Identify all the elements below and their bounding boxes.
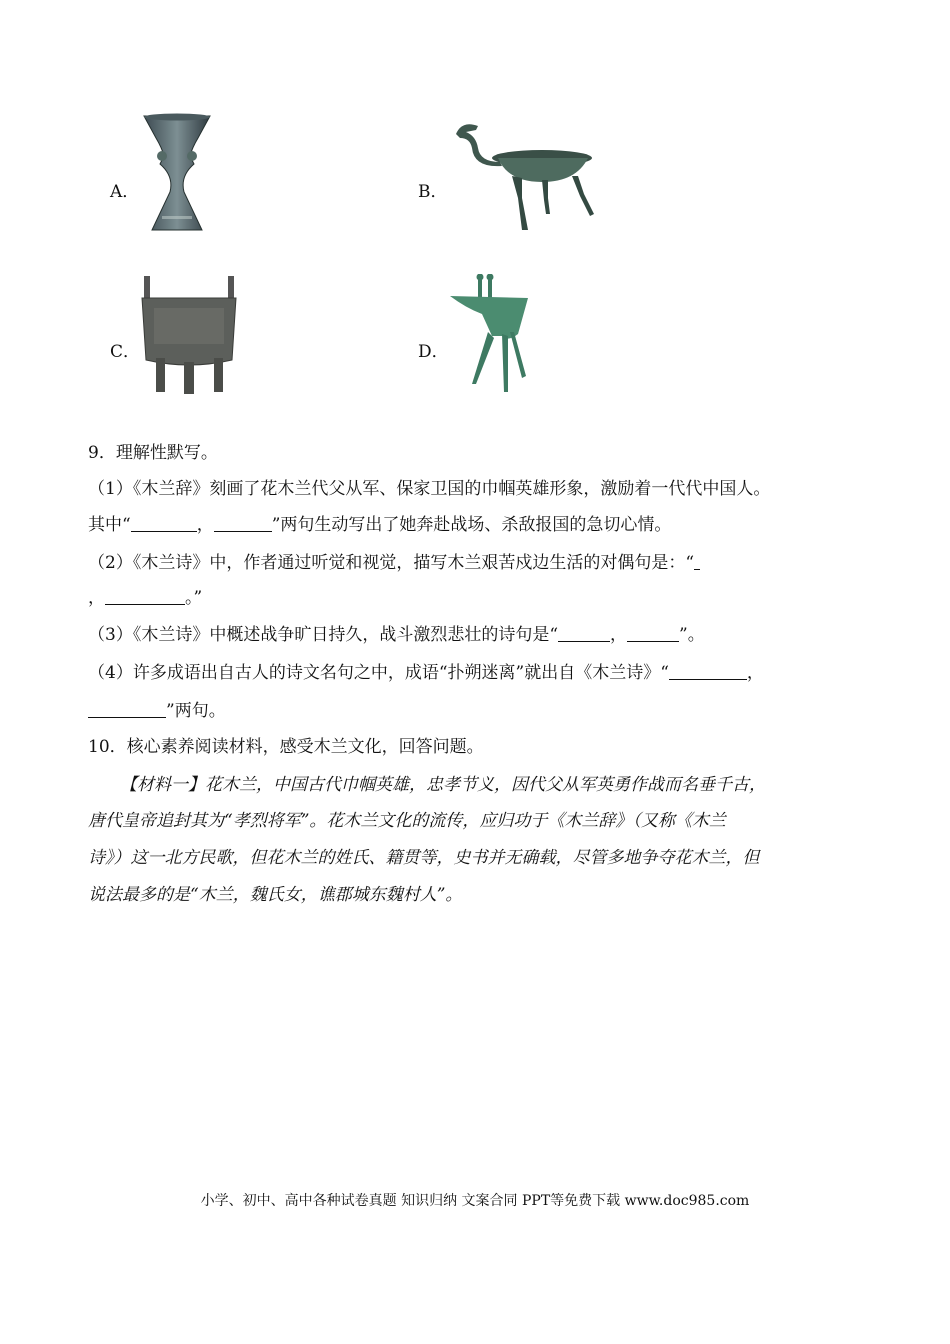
question-10-title: 10．核心素养阅读材料，感受木兰文化，回答问题。 — [88, 737, 484, 757]
q9-part1-line1: （1）《木兰辞》刻画了花木兰代父从军、保家卫国的巾帼英雄形象，激励着一代代中国人。 — [88, 479, 771, 499]
answer-blank[interactable] — [694, 553, 700, 570]
bronze-jue-wine-vessel-image — [448, 274, 532, 398]
answer-blank[interactable] — [669, 663, 747, 680]
material-1-line2: 唐代皇帝追封其为“孝烈将军”。花木兰文化的流传，应归功于《木兰辞》（又称《木兰 — [88, 811, 726, 831]
q9-part1-line2: 其中“ ， ”两句生动写出了她奔赴战场、杀敌报国的急切心情。 — [88, 515, 672, 535]
bronze-ding-cauldron-image — [140, 274, 238, 396]
question-9-title: 9．理解性默写。 — [88, 443, 218, 463]
option-d-label: D． — [418, 342, 449, 362]
bronze-zun-vessel-image — [140, 112, 214, 236]
option-c-label: C． — [110, 342, 141, 362]
option-b-label: B． — [418, 182, 448, 202]
q9-part2-line1: （2）《木兰诗》中，作者通过听觉和视觉，描写木兰艰苦戍边生活的对偶句是：“ — [88, 552, 700, 574]
answer-blank[interactable] — [214, 515, 272, 532]
answer-blank[interactable] — [558, 625, 610, 642]
answer-blank[interactable] — [627, 625, 679, 642]
page-footer: 小学、初中、高中各种试卷真题 知识归纳 文案合同 PPT等免费下载 www.doc985.com — [200, 1193, 750, 1209]
answer-blank[interactable] — [131, 515, 197, 532]
q9-part4-line2: ”两句。 — [88, 700, 226, 722]
answer-blank[interactable] — [105, 588, 185, 605]
q9-part4-line1: （4）许多成语出自古人的诗文名句之中，成语“扑朔迷离”就出自《木兰诗》“ ， — [88, 663, 764, 683]
material-1-line4: 说法最多的是“木兰，魏氏女，谯郡城东魏村人”。 — [88, 885, 463, 905]
material-1-line3: 诗》）这一北方民歌，但花木兰的姓氏、籍贯等，史书并无确载，尽管多地争夺花木兰，但 — [88, 848, 760, 868]
material-1-line1: 【材料一】花木兰，中国古代巾帼英雄，忠孝节义，因代父从军英勇作战而名垂千古， — [120, 775, 766, 795]
bronze-tripod-with-bird-handle-image — [448, 118, 596, 238]
q9-part2-line2: ， 。” — [88, 588, 203, 608]
q9-part3: （3）《木兰诗》中概述战争旷日持久，战斗激烈悲壮的诗句是“ ， ”。 — [88, 625, 705, 645]
answer-blank[interactable] — [88, 701, 166, 718]
option-a-label: A． — [110, 182, 140, 202]
